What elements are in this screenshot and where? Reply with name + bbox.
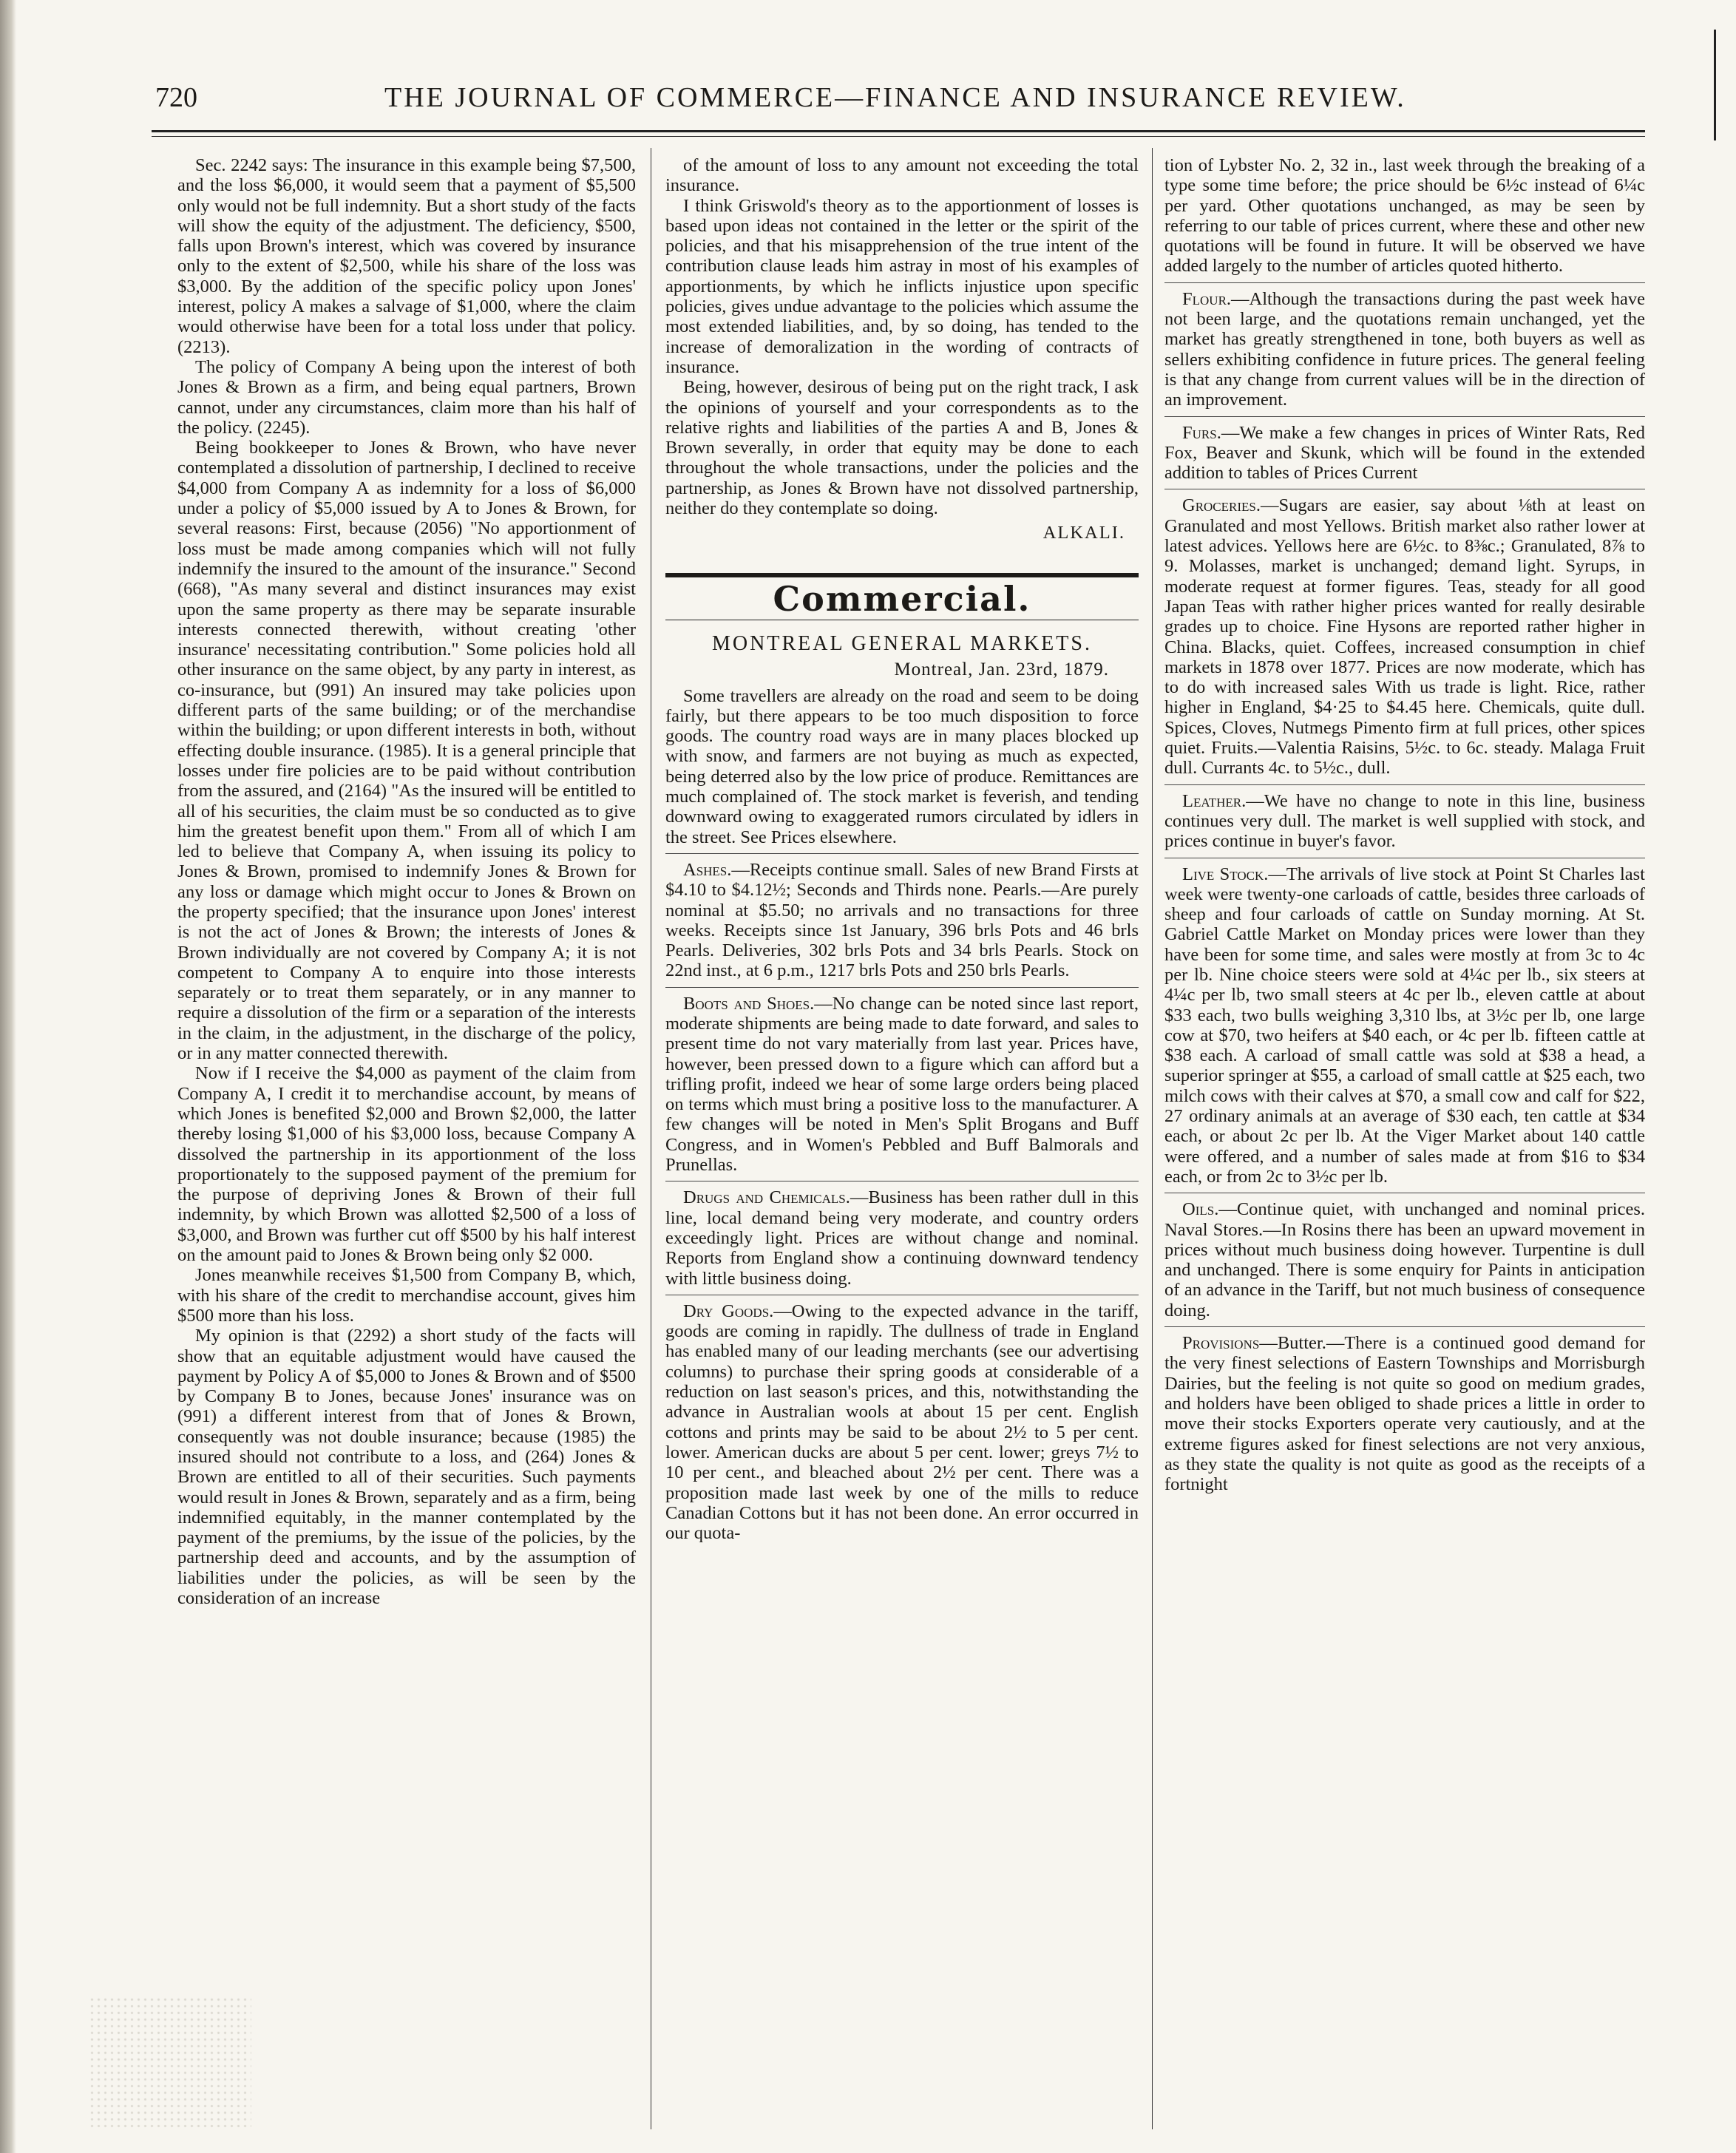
- market-item-furs: [1164, 423, 1645, 484]
- item-divider: [665, 853, 1139, 854]
- paragraph: Now if I receive the $4,000 as payment of the claim from Company A, I credit it to merchandise account, by means of which Jones is benefited $2,000 and Brown $2,000, the latter thereby losing $1,000 of his $3,000 loss, because Company A dissolved the partnership in its apportionment of the loss proportionately to the supposed payment of the premium for the purpose of depriving Jones & Brown of their full indemnity, by which Brown was allotted $2,500 of a loss of $3,000, and Brown was further cut off $500 by his half interest on the amount paid to Jones & Brown being only $2 000.: [177, 1063, 636, 1266]
- market-item-flour: [1164, 289, 1645, 410]
- item-text: —We make a few changes in prices of Winter Rats, Red Fox, Beaver and Skunk, which will be found in the extended addition to tables of Prices Current: [1164, 422, 1645, 484]
- page-header: [155, 71, 1649, 123]
- item-heading: Oils.: [1182, 1199, 1219, 1220]
- paragraph: tion of Lybster No. 2, 32 in., last week through the breaking of a type some time before; the price should be 6½c instead of 6¼c per yard. Other quotations unchanged, as may be seen by referring to our table of prices current, where these and other new quotations will be found in future. It will be observed we have added largely to the number of articles quoted hitherto.: [1164, 155, 1645, 277]
- item-divider: [1164, 784, 1645, 785]
- market-item-dry-goods: [665, 1301, 1139, 1544]
- item-divider: [1164, 282, 1645, 283]
- item-heading: Leather.: [1182, 790, 1247, 811]
- market-item-live-stock: [1164, 864, 1645, 1187]
- column-left: [177, 155, 636, 1608]
- margin-rule: [1714, 30, 1716, 140]
- paragraph: I think Griswold's theory as to the apportionment of losses is based upon ideas not contained in the letter or the spirit of the policies, and that his misapprehension of the true intent of the contribution clause leads him astray in most of his examples of apportionments, by which he inflicts injustice upon specific policies, gives undue advantage to the policies which assume the most extended liabilities, and, by so doing, has tended to the increase of demoralization in the wording of contracts of insurance.: [665, 195, 1139, 377]
- page-binding-shadow: [0, 0, 16, 2153]
- article-title: MONTREAL GENERAL MARKETS.: [712, 631, 1092, 655]
- item-heading: Ashes.: [683, 859, 732, 880]
- column-middle: [665, 155, 1139, 1543]
- paragraph: Some travellers are already on the road and seem to be doing fairly, but there appears to be too much disposition to force goods. The country road ways are in many places blocked up with snow, and farmers are not buying as much as expected, being deterred also by the low price of produce. Remittances are much complained of. The stock market is feverish, and tending downward owing to exaggerated rumors circulated by idlers in the street. See Prices elsewhere.: [665, 685, 1139, 847]
- letter-signature: ALKALI.: [1042, 523, 1125, 543]
- market-item-oils: [1164, 1199, 1645, 1320]
- item-text: —We have no change to note in this line, business continues very dull. The market is well supplied with stock, and prices continue in buyer's favor.: [1164, 790, 1645, 852]
- market-item-boots: [665, 994, 1139, 1176]
- section-divider: [665, 573, 1139, 577]
- item-heading: Provisions: [1182, 1333, 1260, 1354]
- page-number: 720: [155, 82, 197, 113]
- item-text: —Continue quiet, with unchanged and nominal prices. Naval Stores.—In Rosins there has been an upward movement in prices without much business doing however. Turpentine is dull and unchanged. There is some enquiry for Paints in anticipation of an advance in the Tariff, but not much business of consequence doing.: [1164, 1199, 1645, 1320]
- item-text: —Receipts continue small. Sales of new Brand Firsts at $4.10 to $4.12½; Seconds and Thirds none. Pearls.—Are purely nominal at $5.50; no arrivals and no transactions for three weeks. Receipts since 1st January, 396 brls Pots and 46 brls Pearls. Deliveries, 302 brls Pots and 34 brls Pearls. Stock on 22nd inst., at 6 p.m., 1217 brls Pots and 250 brls Pearls.: [665, 859, 1139, 981]
- market-item-drugs: [665, 1187, 1139, 1288]
- item-heading: Flour.: [1182, 288, 1232, 309]
- item-text: —No change can be noted since last report, moderate shipments are being made to date forward, and sales to present time do not vary materially from last year. Prices have, however, been pressed down to a figure which can afford but a trifling profit, indeed we hear of some large orders being placed on terms which must bring a positive loss to the manufacturer. A few changes will be noted in Men's Split Brogans and Buff Congress, and in Women's Pebbled and Buff Balmorals and Prunellas.: [665, 993, 1139, 1176]
- item-text: —Although the transactions during the past week have not been large, and the quotations remain unchanged, yet the market has greatly strengthened in tone, both buyers as well as sellers exhibiting confidence in future prices. The general feeling is that any change from current values will be in the direction of an improvement.: [1164, 288, 1645, 410]
- paragraph: My opinion is that (2292) a short study of the facts will show that an equitable adjustment would have caused the payment by Policy A of $5,000 to Jones & Brown and of $500 by Company B to Jones, because Jones' insurance was on (991) a different interest from that of Jones & Brown, consequently was not double insurance; because (1985) the insured should not contribute to a loss, and (264) Jones & Brown are entitled to all of their securities. Such payments would result in Jones & Brown, separately and as a firm, being indemnified equitably, in the manner contemplated by the payment of the premiums, by the issue of the policies, by the partnership deed and accounts, and by the assumption of liabilities under the policies, as will be seen by the consideration of an increase: [177, 1326, 636, 1609]
- market-item-ashes: [665, 860, 1139, 981]
- column-right: [1164, 155, 1645, 1494]
- paragraph: Jones meanwhile receives $1,500 from Company B, which, with his share of the credit to merchandise account, gives him $500 more than his loss.: [177, 1265, 636, 1326]
- paragraph: The policy of Company A being upon the interest of both Jones & Brown as a firm, and being equal partners, Brown cannot, under any circumstances, claim more than his half of the policy. (2245).: [177, 356, 636, 438]
- market-item-leather: [1164, 791, 1645, 852]
- item-heading: Boots and Shoes.: [683, 993, 815, 1014]
- running-title: THE JOURNAL OF COMMERCE—FINANCE AND INSURANCE REVIEW.: [384, 82, 1406, 113]
- item-heading: Groceries.: [1182, 495, 1261, 516]
- paragraph: Being, however, desirous of being put on the right track, I ask the opinions of yourself and your correspondents as to the relative rights and liabilities of the parties A and B, Jones & Brown severally, in order that equity may be done to each throughout the whole transactions, under the policies and the partnership, as Jones & Brown have not dissolved partnership, neither do they contemplate so doing.: [665, 377, 1139, 519]
- paragraph: Being bookkeeper to Jones & Brown, who have never contemplated a dissolution of partnership, I declined to receive $4,000 from Company A as indemnity for a loss of $6,000 under a policy of $5,000 issued by A to Jones & Brown, for several reasons: First, because (2056) "No apportionment of loss must be made among companies which will not fully indemnify the insured to the amount of the insurance." Second (668), "As many several and distinct insurances may exist upon the same property as there may be separate insurable interests connected therewith, without creating 'other insurance' necessitating contribution." Some policies hold all other insurance on the same object, by any party in interest, as co-insurance, but (991) An insured may take policies upon different parts of the same building; or of the merchandise within the building; or upon different interests in both, without effecting double insurance. (1985). It is a general principle that losses under fire policies are to be paid without contribution from the assured, and (2164) "As the insured will be entitled to all of his securities, the claim must be so conducted as to give him the greatest benefit upon them." From all of which I am led to believe that Company A, when issuing its policy to Jones & Brown, promised to indemnify Jones & Brown for any loss or damage which might occur to Jones & Brown on the property specified; that the insurance upon Jones' interest is not the act of Jones & Brown; the interests of Jones & Brown individually are not covered by Company A; it is not competent to Company A to enquire into those interests separately or to treat them separately, or in any manner to require a dissolution of the firm or a separation of the interests in the claim, in the adjustment, in the discharge of the policy, or in any matter connected therewith.: [177, 438, 636, 1064]
- item-heading: Furs.: [1182, 422, 1221, 443]
- item-divider: [1164, 1326, 1645, 1327]
- paper-speckle: [89, 1996, 251, 2129]
- item-text: —Sugars are easier, say about ⅛th at least on Granulated and most Yellows. British market also rather lower at latest advices. Yellows here are 6½c. to 8⅜c.; Granulated, 8⅞ to 9. Molasses, market is unchanged; demand light. Syrups, in moderate request at former figures. Teas, steady for all good Japan Teas with rather higher prices wanted for really desirable grades up to choice. Fine Hysons are reported rather higher in China. Blacks, quiet. Coffees, increased consumption in chief markets in 1878 over 1877. Prices are now moderate, which has to do with increased sales With us trade is light. Rice, rather higher in England, $4·25 to $4.45 here. Chemicals, quite dull. Spices, Cloves, Nutmegs Pimento firm at full prices, other spices quiet. Fruits.—Valentia Raisins, 5½c. to 6c. steady. Malaga Fruit dull. Currants 4c. to 5½c., dull.: [1164, 495, 1645, 779]
- header-rule: [152, 130, 1645, 137]
- item-text: —Business has been rather dull in this line, local demand being very moderate, and country orders exceedingly light. Prices are without change and nominal. Reports from England show a continuing downward tendency with little business doing.: [665, 1187, 1139, 1289]
- market-item-provisions: [1164, 1333, 1645, 1494]
- column-rule-right: [1152, 148, 1153, 2129]
- item-heading: Live Stock.: [1182, 864, 1269, 884]
- item-heading: Dry Goods.: [683, 1301, 774, 1321]
- paragraph: of the amount of loss to any amount not exceeding the total insurance.: [665, 155, 1139, 196]
- item-text: —Butter.—There is a continued good demand for the very finest selections of Eastern Townships and Morrisburgh Dairies, but the feeling is not quite so good on medium grades, and holders have been obliged to shade prices a little in order to move their stocks Exporters operate very cautiously, and at the extreme figures asked for finest selections are not very anxious, as they state the quality is not quite as good as the receipts of a fortnight: [1164, 1333, 1645, 1495]
- section-title: Commercial.: [773, 578, 1031, 619]
- item-heading: Drugs and Chemicals.: [683, 1187, 850, 1208]
- item-text: —The arrivals of live stock at Point St Charles last week were twenty-one carloads of cattle, besides three carloads of sheep and four carloads of cattle on Sunday morning. At St. Gabriel Cattle Market on Monday prices were lower than they have been for some time, and sales were mostly at from 3c to 4c per lb. Nine choice steers were sold at 4¼c per lb., six steers at 4¼c per lb, two small steers at 4c per lb., eleven cattle at about $33 each, two bulls weighing 3,310 lbs, at 3½c per lb, one large cow at $70, two heifers at $40 each, or 4c per lb. fifteen cattle at $38 each. A carload of small cattle was sold at $38 a head, a superior springer at $55, a carload of small cattle at $25 each, two milch cows with their calves at $70, a small cow and calf for $22, 27 ordinary animals at an average of $30 each, ten cattle at $34 each, or about 2c per lb. At the Viger Market about 140 cattle were offered, and a number of sales made at from $16 to $34 each, or from 2c to 3½c per lb.: [1164, 864, 1645, 1187]
- market-item-groceries: [1164, 495, 1645, 778]
- item-divider: [665, 987, 1139, 988]
- paragraph: Sec. 2242 says: The insurance in this example being $7,500, and the loss $6,000, it would seem that a payment of $5,500 only would not be full indemnity. But a short study of the facts will show the equity of the adjustment. The deficiency, $500, falls upon Brown's interest, which was covered by insurance only to the extent of $2,500, while his share of the loss was $3,000. By the addition of the specific policy upon Jones' interest, policy A makes a salvage of $1,000, where the claim would otherwise have been for a total loss under that policy. (2213).: [177, 155, 636, 357]
- item-divider: [1164, 416, 1645, 417]
- dateline: Montreal, Jan. 23rd, 1879.: [894, 660, 1109, 680]
- item-text: —Owing to the expected advance in the tariff, goods are coming in rapidly. The dullness of trade in England has enabled many of our leading merchants (see our advertising columns) to purchase their spring goods at considerable of a reduction on last season's prices, and this, notwithstanding the advance in Australian wools at about 15 per cent. English cottons and prints may be said to be about 2½ to 5 per cent. lower. American ducks are about 5 per cent. lower; greys 7½ to 10 per cent., and bleached about 2½ per cent. There was a proposition made last week by one of the mills to reduce Canadian Cottons but it has not been done. An error occurred in our quota-: [665, 1301, 1139, 1544]
